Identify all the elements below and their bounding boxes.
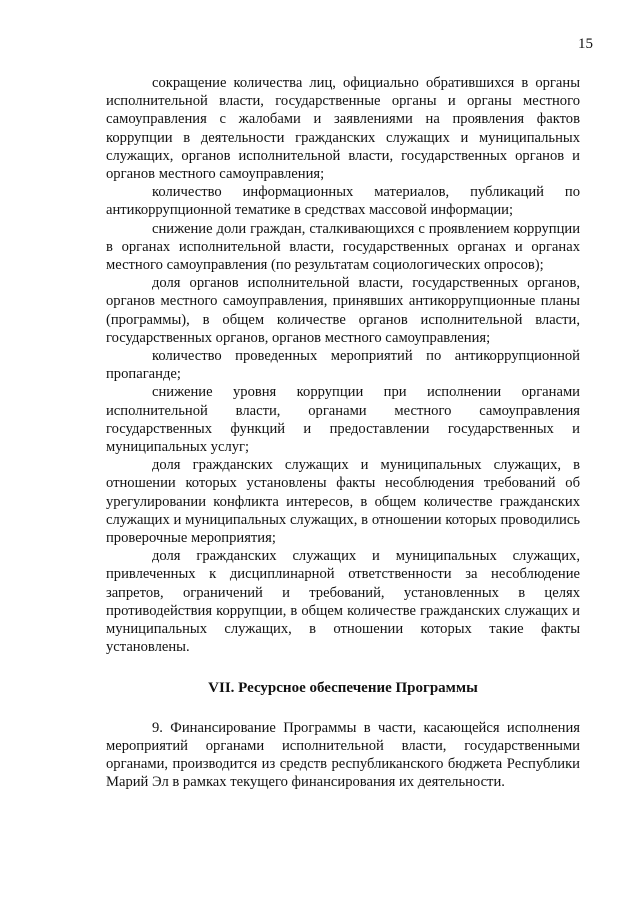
document-body (106, 74, 580, 792)
section-heading: VII. Ресурсное обеспечение Программы (208, 679, 478, 696)
funding-paragraph: 9. Финансирование Программы в части, касающейся исполнения мероприятий органами исполнительной власти, государственными органами, производится из средств республиканского бюджета Республики Марий Эл в рамках текущего финансирования их деятельности. (106, 719, 580, 791)
indicator-paragraph: доля органов исполнительной власти, государственных органов, органов местного самоуправления, принявших антикоррупционные планы (программы), в общем количестве органов исполнительной власти, государственных органов, органов местного самоуправления; (106, 275, 580, 346)
indicator-paragraph: количество проведенных мероприятий по антикоррупционной пропаганде; (106, 348, 580, 383)
indicator-paragraph: снижение доли граждан, сталкивающихся с проявлением коррупции в органах исполнительной власти, государственных органах и органах местного самоуправления (по результатам социологических опросов); (106, 220, 580, 274)
page-number: 15 (578, 36, 593, 52)
indicator-paragraph: количество информационных материалов, публикаций по антикоррупционной тематике в средствах массовой информации; (106, 184, 580, 219)
indicator-paragraph: доля гражданских служащих и муниципальных служащих, привлеченных к дисциплинарной ответственности за несоблюдение запретов, ограничений и требований, установленных в целях противодействия коррупции, в общем количестве гражданских служащих и муниципальных служащих, в отношении которых такие факты установлены. (106, 548, 580, 656)
indicator-paragraph: снижение уровня коррупции при исполнении органами исполнительной власти, органами местного самоуправления государственных функций и предоставлении государственных и муниципальных услуг; (106, 384, 580, 456)
indicator-paragraph: сокращение количества лиц, официально обратившихся в органы исполнительной власти, государственные органы и органы местного самоуправления с жалобами и заявлениями на проявления фактов коррупции в деятельности гражданских служащих и муниципальных служащих, органов исполнительной власти, государственных органов и органов местного самоуправления; (106, 75, 580, 183)
indicator-paragraph: доля гражданских служащих и муниципальных служащих, в отношении которых установлены факты несоблюдения требований об урегулировании конфликта интересов, в общем количестве гражданских служащих и муниципальных служащих, в отношении которых проводились проверочные мероприятия; (106, 457, 580, 547)
